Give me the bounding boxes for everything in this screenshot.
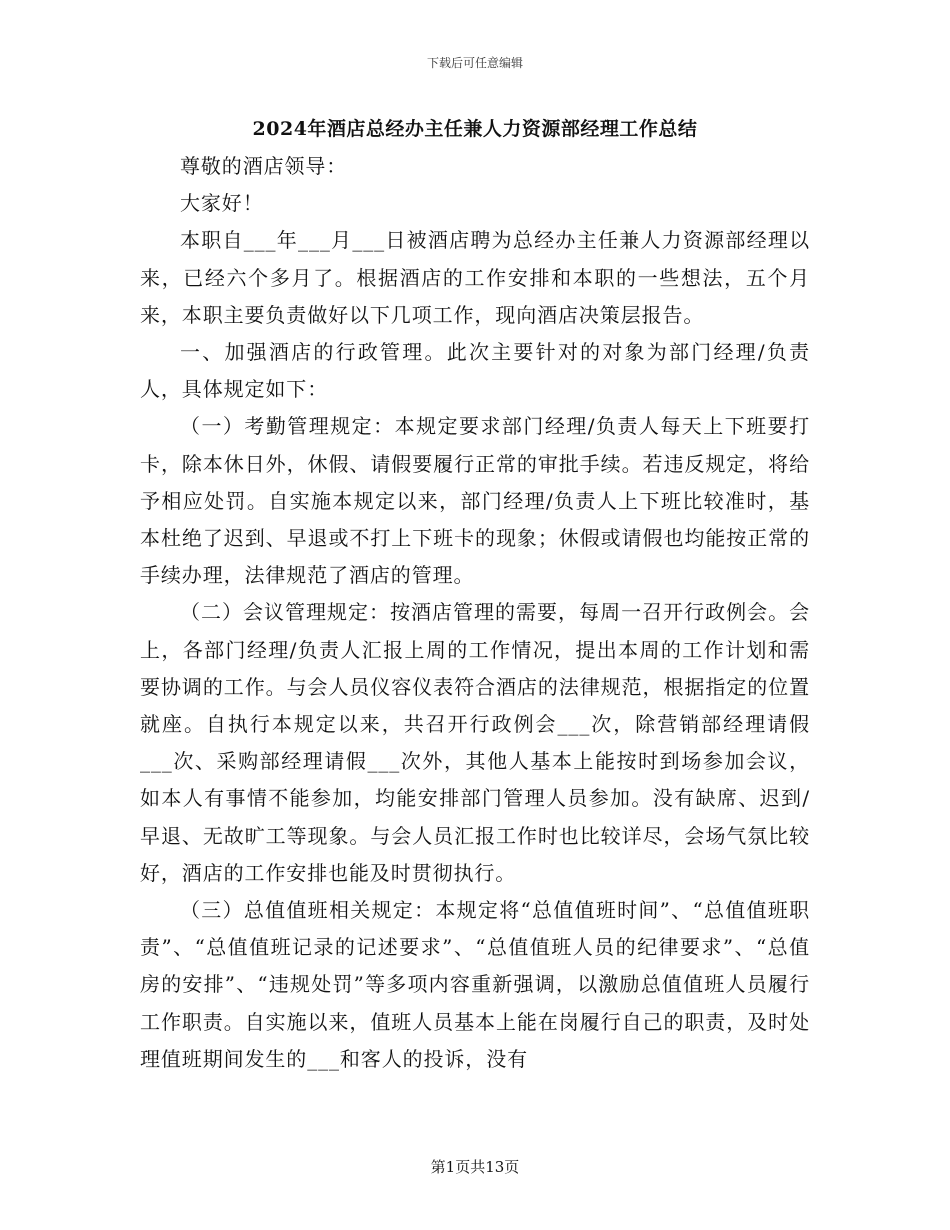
paragraph-section-1: 一、加强酒店的行政管理。此次主要针对的对象为部门经理/负责人，具体规定如下： — [140, 340, 810, 402]
paragraph-duty-rules: （三）总值值班相关规定：本规定将“总值值班时间”、“总值值班职责”、“总值值班记录的记述要求”、“总值值班人员的纪律要求”、“总值房的安排”、“违规处罚”等多项内容重新强调，以激励总值值班人员履行工作职责。自实施以来，值班人员基本上能在岗履行自己的职责，及时处理值班期间发生的___和客人的投诉，没有 — [140, 898, 810, 1071]
header-note: 下载后可任意编辑 — [426, 56, 523, 70]
document-title: 2024年酒店总经办主任兼人力资源部经理工作总结 — [252, 118, 698, 140]
paragraph-intro: 本职自___年___月___日被酒店聘为总经办主任兼人力资源部经理以来，已经六个多月了。根据酒店的工作安排和本职的一些想法，五个月来，本职主要负责做好以下几项工作，现向酒店决策层报告。 — [140, 228, 810, 327]
paragraph-salutation: 尊敬的酒店领导： — [180, 154, 348, 178]
document-body — [140, 148, 810, 1078]
paragraph-greeting: 大家好！ — [180, 191, 264, 216]
page-number: 第1页共13页 — [430, 1158, 520, 1176]
paragraph-attendance-rules: （一）考勤管理规定：本规定要求部门经理/负责人每天上下班要打卡，除本休日外，休假、请假要履行正常的审批手续。若违反规定，将给予相应处罚。自实施本规定以来，部门经理/负责人上下班比较准时，基本杜绝了迟到、早退或不打上下班卡的现象；休假或请假也均能按正常的手续办理，法律规范了酒店的管理。 — [140, 414, 810, 588]
paragraph-meeting-rules: （二）会议管理规定：按酒店管理的需要，每周一召开行政例会。会上，各部门经理/负责人汇报上周的工作情况，提出本周的工作计划和需要协调的工作。与会人员仪容仪表符合酒店的法律规范，根据指定的位置就座。自执行本规定以来，共召开行政例会___次，除营销部经理请假___次、采购部经理请假___次外，其他人基本上能按时到场参加会议，如本人有事情不能参加，均能安排部门管理人员参加。没有缺席、迟到/早退、无故旷工等现象。与会人员汇报工作时也比较详尽，会场气氛比较好，酒店的工作安排也能及时贯彻执行。 — [140, 600, 810, 885]
